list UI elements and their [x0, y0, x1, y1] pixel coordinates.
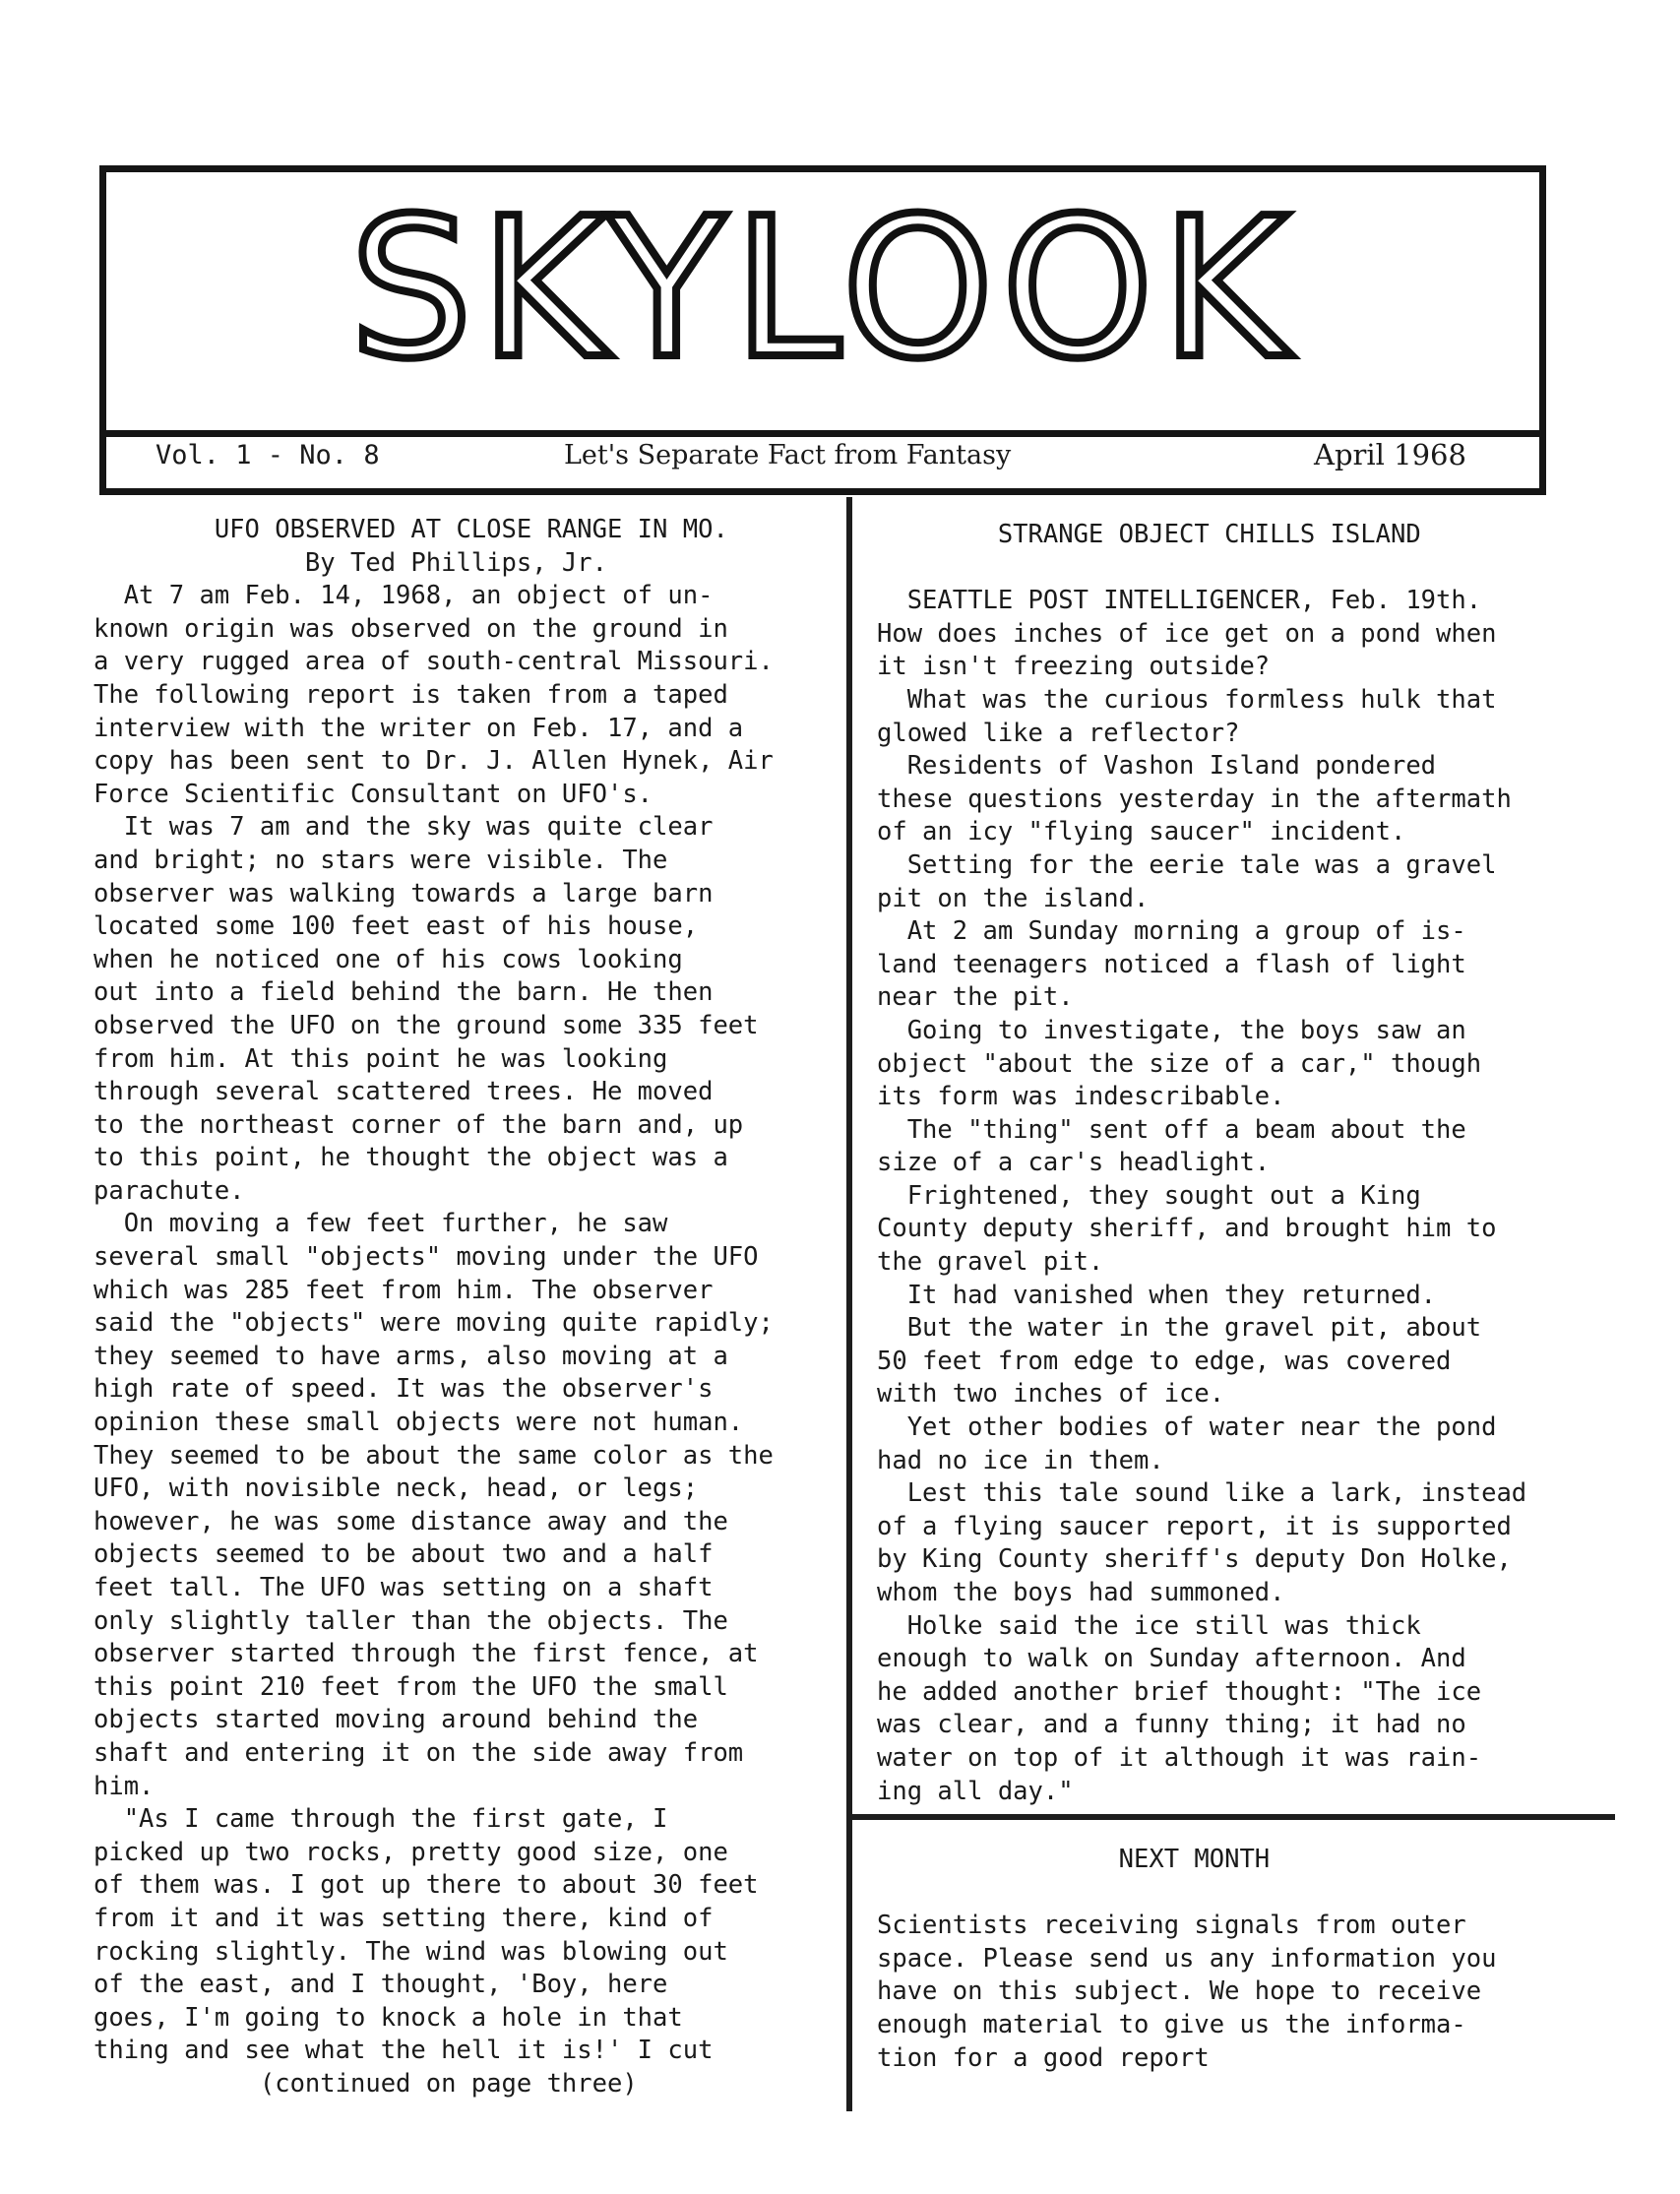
text-line: he added another brief thought: "The ice: [877, 1676, 1482, 1707]
masthead-divider: [106, 430, 1539, 437]
text-line: Setting for the eerie tale was a gravel: [877, 849, 1497, 880]
text-line: "As I came through the first gate, I: [93, 1804, 668, 1835]
text-line: County deputy sheriff, and brought him to: [877, 1214, 1497, 1244]
volume-number: Vol. 1 - No. 8: [156, 440, 380, 470]
text-line: glowed like a reflector?: [877, 718, 1240, 748]
text-line: interview with the writer on Feb. 17, and a: [93, 713, 744, 743]
text-line: located some 100 feet east of his house,: [93, 911, 699, 942]
text-line: observer started through the first fence, at: [93, 1639, 759, 1669]
text-line: (continued on page three): [93, 2068, 638, 2099]
text-line: known origin was observed on the ground in: [93, 613, 728, 644]
text-line: Holke said the ice still was thick: [877, 1610, 1421, 1641]
next-month-notice: [877, 1844, 1496, 2075]
text-line: its form was indescribable.: [877, 1082, 1285, 1112]
text-line: What was the curious formless hulk that: [877, 684, 1497, 715]
text-line: was clear, and a funny thing; it had no: [877, 1710, 1466, 1740]
text-line: from it and it was setting there, kind of: [93, 1903, 714, 1933]
text-line: Going to investigate, the boys saw an: [877, 1015, 1466, 1045]
masthead-title: SKYLOOK: [349, 177, 1296, 402]
text-line: But the water in the gravel pit, about: [877, 1313, 1482, 1344]
text-line: UFO, with novisible neck, head, or legs;: [93, 1473, 699, 1504]
text-line: On moving a few feet further, he saw: [93, 1209, 668, 1239]
text-line: pit on the island.: [877, 883, 1150, 913]
text-line: only slightly taller than the objects. The: [93, 1605, 728, 1636]
text-line: these questions yesterday in the aftermath: [877, 784, 1512, 814]
text-line: The "thing" sent off a beam about the: [877, 1114, 1466, 1145]
text-line: when he noticed one of his cows looking: [93, 944, 683, 974]
text-line: observed the UFO on the ground some 335 feet: [93, 1010, 759, 1040]
text-line: copy has been sent to Dr. J. Allen Hynek, Air: [93, 746, 774, 777]
text-line: enough to walk on Sunday afternoon. And: [877, 1644, 1466, 1674]
text-line: the gravel pit.: [877, 1247, 1104, 1278]
text-line: which was 285 feet from him. The observer: [93, 1275, 714, 1305]
text-line: had no ice in them.: [877, 1445, 1164, 1475]
text-line: It had vanished when they returned.: [877, 1280, 1437, 1310]
text-line: this point 210 feet from the UFO the small: [93, 1671, 728, 1702]
text-line: By Ted Phillips, Jr.: [93, 547, 607, 578]
text-line: from him. At this point he was looking: [93, 1043, 668, 1074]
text-line: It was 7 am and the sky was quite clear: [93, 812, 714, 843]
text-line: tion for a good report: [877, 2042, 1210, 2073]
text-line: they seemed to have arms, also moving at a: [93, 1341, 728, 1371]
text-line: enough material to give us the informa-: [877, 2009, 1466, 2039]
text-line: Yet other bodies of water near the pond: [877, 1412, 1497, 1443]
text-line: 50 feet from edge to edge, was covered: [877, 1346, 1452, 1376]
text-line: whom the boys had summoned.: [877, 1578, 1285, 1607]
text-line: Lest this tale sound like a lark, instead: [877, 1478, 1527, 1509]
text-line: water on top of it although it was rain-: [877, 1742, 1482, 1773]
slogan: Let's Separate Fact from Fantasy: [564, 440, 1012, 470]
text-line: goes, I'm going to knock a hole in that: [93, 2002, 683, 2033]
text-line: to this point, he thought the object was a: [93, 1143, 728, 1173]
text-line: object "about the size of a car," though: [877, 1048, 1482, 1079]
text-line: have on this subject. We hope to receive: [877, 1976, 1482, 2007]
text-line: Residents of Vashon Island pondered: [877, 751, 1437, 782]
text-line: of the east, and I thought, 'Boy, here: [93, 1970, 668, 2000]
text-line: opinion these small objects were not human.: [93, 1408, 744, 1438]
text-line: observer was walking towards a large barn: [93, 878, 714, 909]
text-line: him.: [93, 1771, 155, 1801]
text-line: near the pit.: [877, 982, 1074, 1013]
text-line: through several scattered trees. He moved: [93, 1077, 714, 1107]
text-line: At 7 am Feb. 14, 1968, an object of un-: [93, 581, 714, 611]
text-line: size of a car's headlight.: [877, 1148, 1271, 1178]
text-line: said the "objects" were moving quite rapidly;: [93, 1308, 774, 1339]
text-line: high rate of speed. It was the observer's: [93, 1374, 714, 1405]
column-divider: [846, 497, 852, 2111]
article-ufo-missouri: [93, 514, 774, 2101]
masthead: [99, 165, 1546, 495]
text-line: several small "objects" moving under the UFO: [93, 1242, 759, 1273]
text-line: They seemed to be about the same color as the: [93, 1440, 774, 1471]
text-line: of them was. I got up there to about 30 feet: [93, 1870, 759, 1901]
text-line: of a flying saucer report, it is supported: [877, 1511, 1512, 1541]
section-divider: [852, 1814, 1615, 1820]
text-line: however, he was some distance away and the: [93, 1506, 728, 1536]
text-line: How does inches of ice get on a pond when: [877, 618, 1497, 649]
text-line: land teenagers noticed a flash of light: [877, 949, 1466, 979]
text-line: by King County sheriff's deputy Don Holke,: [877, 1544, 1512, 1575]
text-line: and bright; no stars were visible. The: [93, 845, 668, 875]
text-line: [877, 552, 1526, 586]
text-line: SEATTLE POST INTELLIGENCER, Feb. 19th.: [877, 586, 1482, 616]
text-line: feet tall. The UFO was setting on a shaft: [93, 1573, 714, 1602]
text-line: The following report is taken from a taped: [93, 679, 728, 710]
text-line: [877, 1877, 1496, 1911]
text-line: shaft and entering it on the side away from: [93, 1737, 744, 1768]
issue-date: April 1968: [1314, 438, 1466, 471]
text-line: Frightened, they sought out a King: [877, 1180, 1421, 1211]
text-line: picked up two rocks, pretty good size, one: [93, 1837, 728, 1867]
article-strange-object: [877, 519, 1526, 1808]
text-line: Force Scientific Consultant on UFO's.: [93, 779, 653, 809]
text-line: rocking slightly. The wind was blowing out: [93, 1936, 728, 1967]
text-line: parachute.: [93, 1175, 245, 1206]
text-line: a very rugged area of south-central Missouri.: [93, 647, 774, 677]
text-line: NEXT MONTH: [877, 1845, 1271, 1874]
text-line: objects started moving around behind the: [93, 1705, 699, 1735]
text-line: ing all day.": [877, 1776, 1074, 1806]
text-line: thing and see what the hell it is!' I cut: [93, 2036, 714, 2066]
text-line: space. Please send us any information you: [877, 1943, 1497, 1974]
text-line: it isn't freezing outside?: [877, 652, 1271, 682]
text-line: Scientists receiving signals from outer: [877, 1911, 1466, 1941]
text-line: STRANGE OBJECT CHILLS ISLAND: [877, 520, 1421, 549]
text-line: At 2 am Sunday morning a group of is-: [877, 916, 1466, 947]
text-line: of an icy "flying saucer" incident.: [877, 817, 1406, 847]
text-line: to the northeast corner of the barn and, up: [93, 1109, 744, 1140]
text-line: objects seemed to be about two and a half: [93, 1539, 714, 1570]
text-line: out into a field behind the barn. He then: [93, 977, 714, 1008]
text-line: with two inches of ice.: [877, 1379, 1225, 1410]
text-line: UFO OBSERVED AT CLOSE RANGE IN MO.: [93, 515, 728, 544]
